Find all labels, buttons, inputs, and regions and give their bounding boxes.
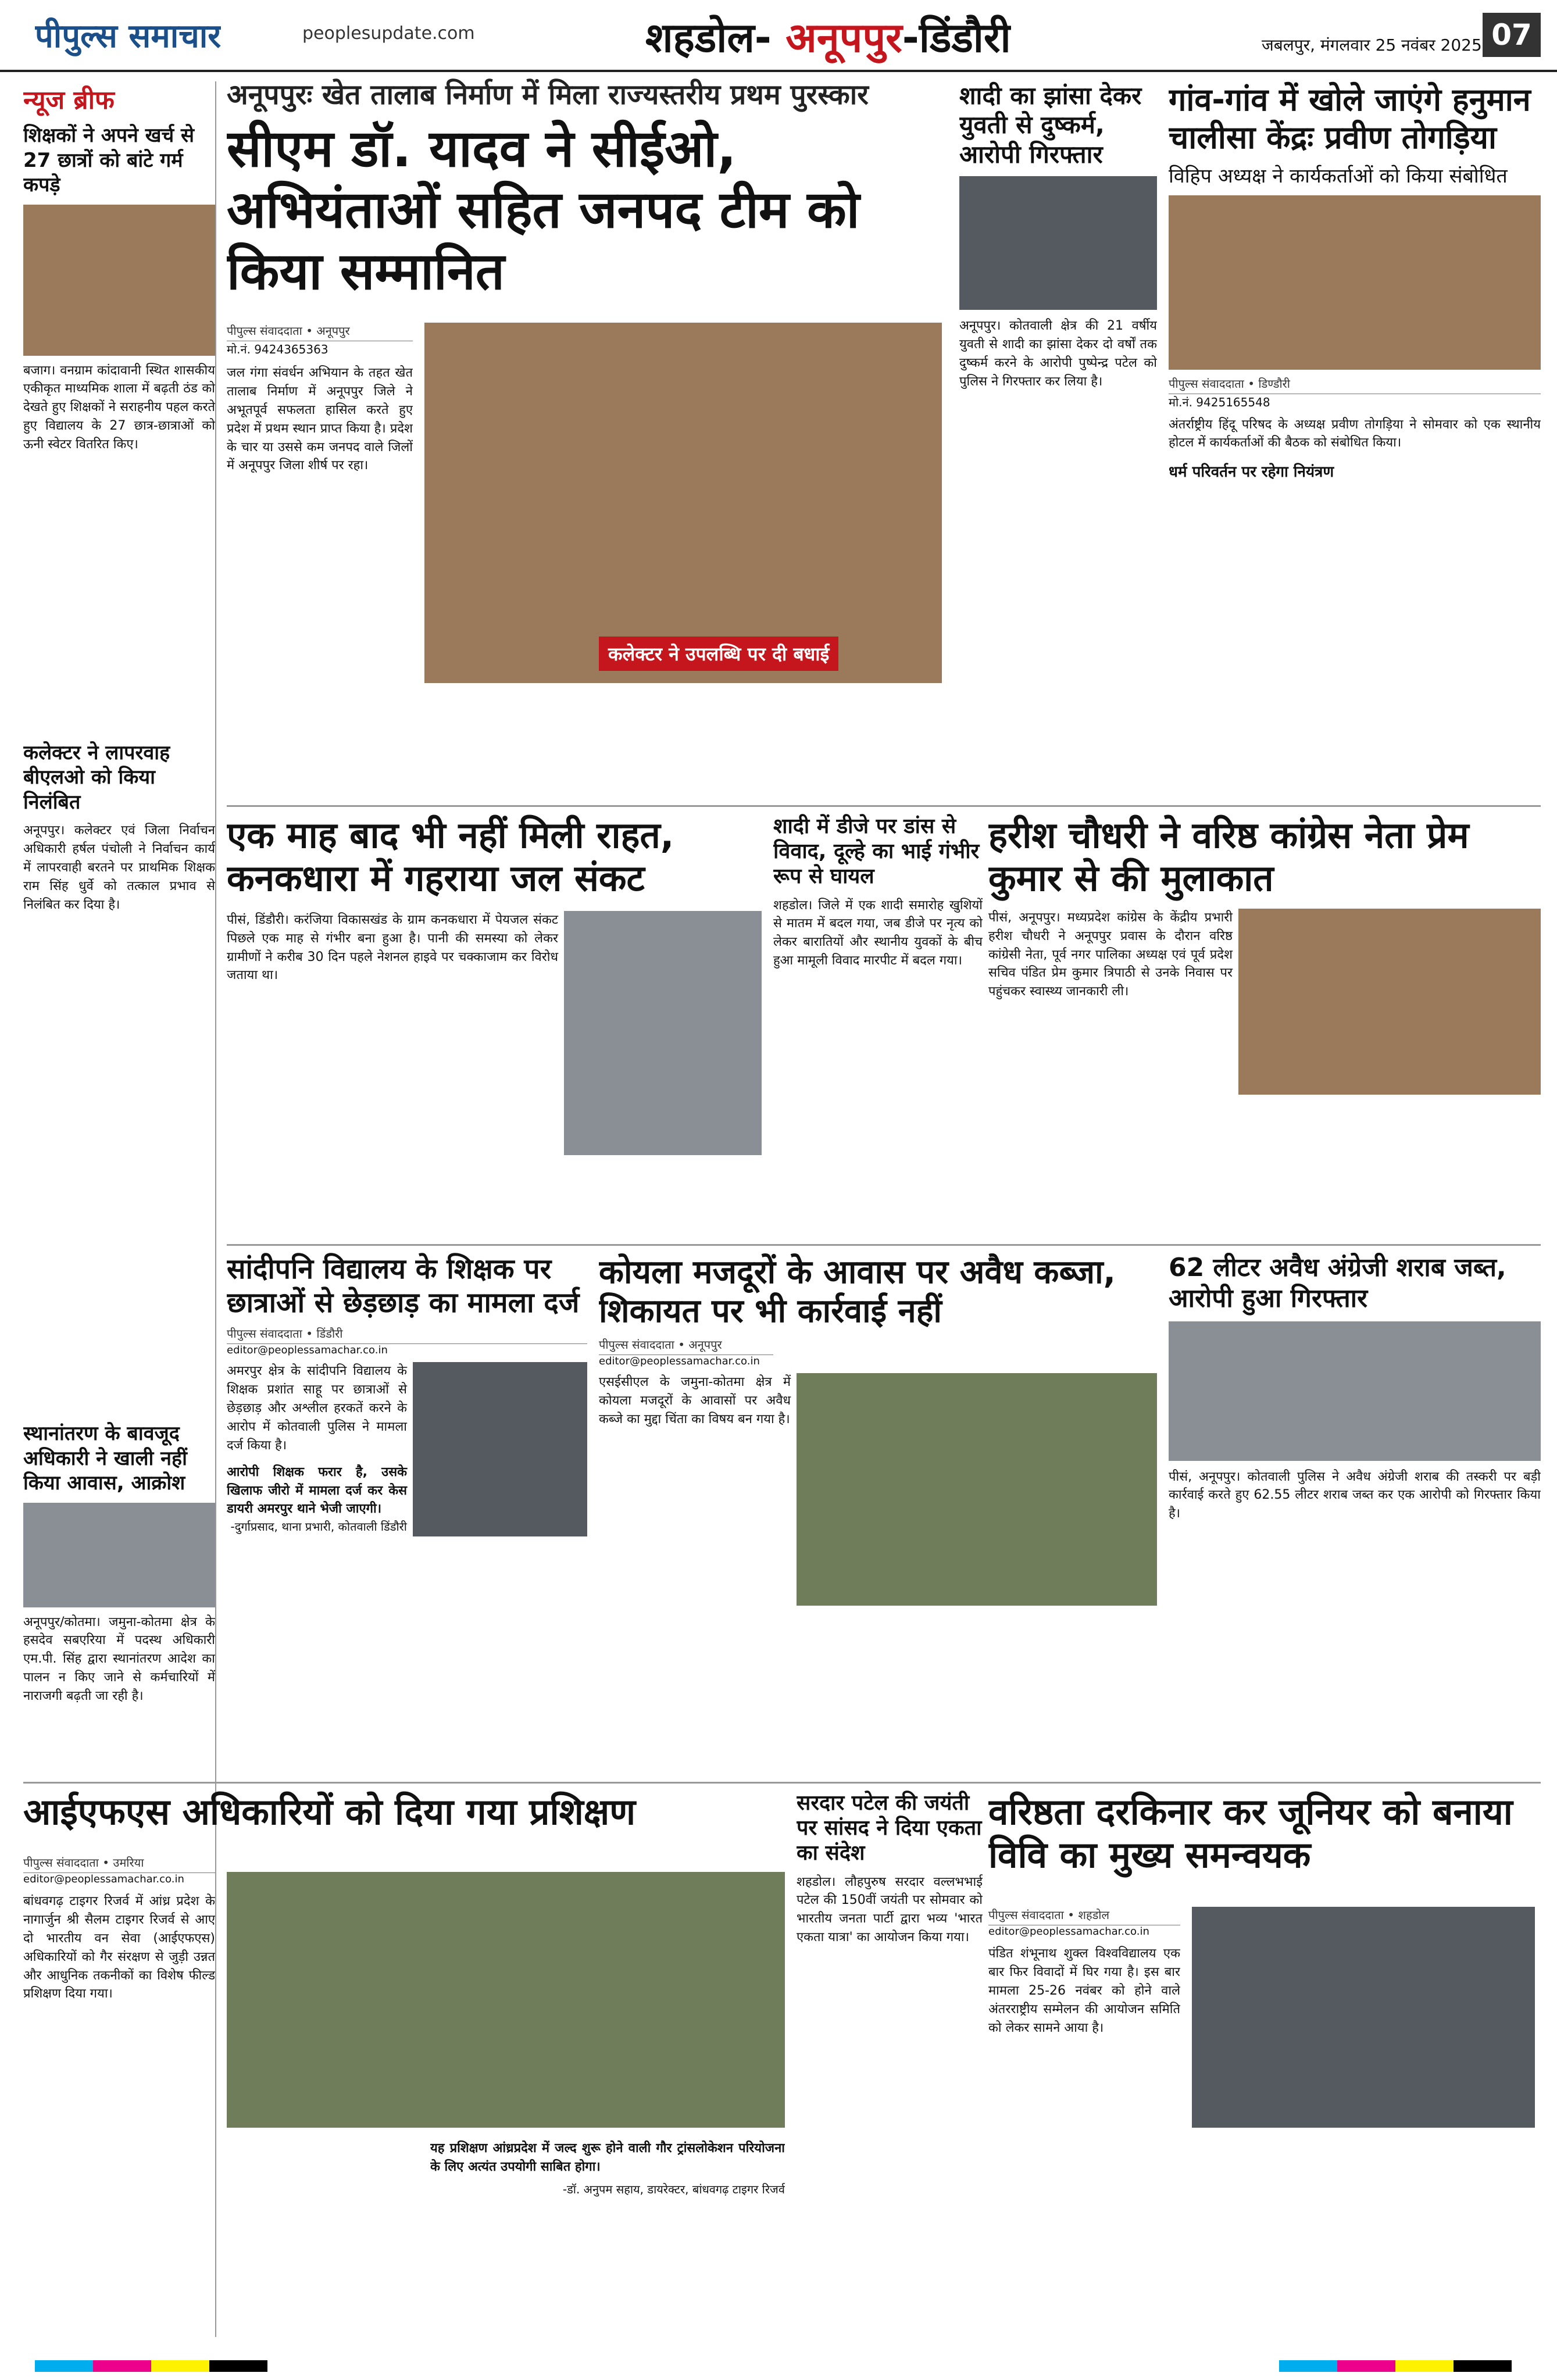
brief-text-3: अनूपपुर/कोतमा। जमुना-कोतमा क्षेत्र के हसदेव सबएरिया में पदस्थ अधिकारी एम.पी. सिंह द्वारा स्थानांतरण आदेश का पालन न किए जाने से कर्मचारियों में नाराजगी बढ़ती जा रही है। [23,1614,215,1704]
masthead [0,0,1557,72]
region-part2: अनूपपुर [785,14,902,62]
news-brief-label: न्यूज ब्रीफ [23,85,115,115]
coal-byline: पीपुल्स संवाददाता • अनूपपुर [599,1336,773,1355]
univ-byline: पीपुल्स संवाददाता • शहडोल [988,1907,1180,1925]
meeting-photo [1169,195,1541,370]
ifs-text: बांधवगढ़ टाइगर रिजर्व में आंध्र प्रदेश के नागार्जुन श्री सैलम टाइगर रिजर्व से आए दो भारतीय वन सेवा (आईएफएस) अधिकारियों को गैर संरक्षण से जुड़ी उन्नत और आधुनिक तकनीकों का विशेष फील्ड प्रशिक्षण दिया गया। [23,1894,215,2002]
color-registration-strip [35,2360,267,2372]
building-photo [23,1503,215,1607]
liquor-text: पीसं, अनूपपुर। कोतवाली पुलिस ने अवैध अंग्रेजी शराब की तस्करी पर बड़ी कार्रवाई करते हुए 62.55 लीटर शराब जब्त कर एक आरोपी को गिरफ्तार किया है। [1169,1469,1541,1521]
story-liquor [1169,1253,1541,1776]
hanuman-phone: मो.नं. 9425165548 [1169,395,1270,409]
congress-meeting-photo [1238,909,1541,1095]
school-quote-by: -दुर्गाप्रसाद, थाना प्रभारी, कोतवाली डिंडौरी [230,1520,407,1534]
dj-headline: शादी में डीजे पर डांस से विवाद, दूल्हे का भाई गंभीर रूप से घायल [773,814,980,889]
rape-headline: शादी का झांसा देकर युवती से दुष्कर्म, आरोपी गिरफ्तार [959,81,1142,169]
school-quote: आरोपी शिक्षक फरार है, उसके खिलाफ जीरो में मामला दर्ज कर केस डायरी अमरपुर थाने भेजी जाएगी। [227,1464,407,1517]
lead-banner: कलेक्टर ने उपलब्धि पर दी बधाई [599,637,838,671]
story-school [227,1253,587,1776]
ifs-quote-by: -डॉ. अनुपम सहाय, डायरेक्टर, बांधवगढ़ टाइगर रिजर्व [562,2182,785,2196]
story-rape [959,81,1157,802]
lead-phone: मो.नं. 9424365363 [227,342,328,356]
lead-byline: पीपुल्स संवाददाता • अनूपपुर [227,323,413,341]
page-number: 07 [1483,13,1541,57]
award-ceremony-photo [424,323,942,683]
liquor-headline: 62 लीटर अवैध अंग्रेजी शराब जब्त, आरोपी हुआ गिरफ्तार [1169,1253,1506,1313]
water-headline: एक माह बाद भी नहीं मिली राहत, कनकधारा में गहराया जल संकट [227,814,674,900]
school-photo [413,1362,587,1536]
story-ifs [23,1791,791,2325]
story-water [227,814,762,1256]
congress-headline: हरीश चौधरी ने वरिष्ठ कांग्रेस नेता प्रेम कुमार से की मुलाकात [988,814,1469,900]
lead-text: जल गंगा संवर्धन अभियान के तहत खेत तालाब निर्माण में अनूपपुर जिले ने अभूतपूर्व सफलता हासिल करते हुए प्रदेश में प्रथम स्थान प्राप्त किया है। प्रदेश के चार या उससे कम जनपद वाले जिलों में अनूपपुर जिला शीर्ष पर रहा। [227,366,413,473]
school-text: अमरपुर क्षेत्र के सांदीपनि विद्यालय के शिक्षक प्रशांत साहू पर छात्राओं से छेड़छाड़ और अश्लील हरकतें करने के आरोप में कोतवाली पुलिस ने मामला दर्ज किया है। [227,1364,407,1453]
lead-kicker: अनूपपुरः खेत तालाब निर्माण में मिला राज्यस्तरीय प्रथम पुरस्कार [227,78,869,111]
dateline: जबलपुर, मंगलवार 25 नवंबर 2025 [1262,35,1482,55]
story-hanuman [1169,81,1541,802]
hanuman-headline: गांव-गांव में खोले जाएंगे हनुमान चालीसा केंद्रः प्रवीण तोगड़िया [1169,81,1531,156]
water-tank-photo [564,911,762,1155]
school-email[interactable]: editor@peoplessamachar.co.in [227,1344,388,1357]
hanuman-subhead: विहिप अध्यक्ष ने कार्यकर्ताओं को किया संबोधित [1169,164,1508,188]
lead-story [227,78,948,799]
brief-title-3: स्थानांतरण के बावजूद अधिकारी ने खाली नहीं किया आवास, आक्रोश [23,1422,187,1495]
brief-title-2: कलेक्टर ने लापरवाह बीएलओ को किया निलंबित [23,741,170,814]
story-coal [599,1253,1157,1776]
color-registration-strip-right [1279,2360,1512,2372]
region-title [645,8,1011,64]
hanuman-byline: पीपुल्स संवाददाता • डिण्डौरी [1169,376,1541,394]
lead-headline: सीएम डॉ. यादव ने सीईओ, अभियंताओं सहित जनपद टीम को किया सम्मानित [227,118,860,301]
school-byline: पीपुल्स संवाददाता • डिंडौरी [227,1325,587,1344]
hanuman-subtitle: धर्म परिवर्तन पर रहेगा नियंत्रण [1169,463,1334,481]
brief-text-1: बजाग। वनग्राम कांदावानी स्थित शासकीय एकीकृत माध्यमिक शाला में बढ़ती ठंड को देखते हुए शिक्षकों ने सराहनीय पहल करते हुए विद्यालय के 27 छात्र-छात्राओं को ऊनी स्वेटर वितरित किए। [23,363,215,452]
water-text: पीसं, डिंडौरी। करंजिया विकासखंड के ग्राम कनकधारा में पेयजल संकट पिछले एक माह से गंभीर बना हुआ है। पानी की समस्या को लेकर ग्रामीणों ने करीब 30 दिन पहले नेशनल हाइवे पर चक्काजाम कर विरोध जताया था। [227,912,558,983]
brief-text-2: अनूपपुर। कलेक्टर एवं जिला निर्वाचन अधिकारी हर्षल पंचोली ने निर्वाचन कार्य में लापरवाही बरतने पर प्राथमिक शिक्षक राम सिंह धुर्वे को तत्काल प्रभाव से निलंबित कर दिया है। [23,823,215,912]
students-photo [23,205,215,356]
region-part1: शहडोल- [645,14,786,62]
website-link[interactable]: peoplesupdate.com [302,23,475,44]
ifs-headline: आईएफएस अधिकारियों को दिया गया प्रशिक्षण [23,1791,636,1833]
patel-headline: सरदार पटेल की जयंती पर सांसद ने दिया एकता का संदेश [797,1791,982,1866]
brief-title-1: शिक्षकों ने अपने खर्च से 27 छात्रों को बांटे गर्म कपड़े [23,124,194,196]
story-congress [988,814,1541,1256]
univ-text: पंडित शंभूनाथ शुक्ल विश्वविद्यालय एक बार फिर विवादों में घिर गया है। इस बार मामला 25-26 नवंबर को होने वाले अंतरराष्ट्रीय सम्मेलन की आयोजन समिति को लेकर सामने आया है। [988,1946,1180,2035]
hanuman-text: अंतर्राष्ट्रीय हिंदू परिषद के अध्यक्ष प्रवीण तोगड़िया ने सोमवार को एक स्थानीय होटल में कार्यकर्ताओं की बैठक को संबोधित किया। [1169,417,1541,451]
ifs-quote: यह प्रशिक्षण आंध्रप्रदेश में जल्द शुरू होने वाली गौर ट्रांसलोकेशन परियोजना के लिए अत्यंत उपयोगी साबित होगा। [430,2141,785,2174]
congress-text: पीसं, अनूपपुर। मध्यप्रदेश कांग्रेस के केंद्रीय प्रभारी हरीश चौधरी ने अनूपपुर प्रवास के दौरान वरिष्ठ कांग्रेसी नेता, पूर्व नगर पालिका अध्यक्ष एवं पूर्व प्रदेश सचिव पंडित प्रेम कुमार त्रिपाठी से उनके निवास पर पहुंचकर स्वास्थ्य जानकारी ली। [988,910,1233,999]
story-university [988,1791,1541,2325]
story-dj [773,814,983,1256]
liquor-seizure-photo [1169,1321,1541,1461]
rape-text: अनूपपुर। कोतवाली क्षेत्र की 21 वर्षीय युवती से शादी का झांसा देकर दो वर्षों तक दुष्कर्म करने के आरोपी पुष्पेन्द्र पटेल को पुलिस ने गिरफ्तार कर लिया है। [959,319,1157,389]
patel-text: शहडोल। लौहपुरुष सरदार वल्लभभाई पटेल की 150वीं जयंती पर सोमवार को भारतीय जनता पार्टी द्वारा भव्य 'भारत एकता यात्रा' का आयोजन किया गया। [797,1874,983,1945]
coal-email[interactable]: editor@peoplessamachar.co.in [599,1355,760,1368]
coal-headline: कोयला मजदूरों के आवास पर अवैध कब्जा, शिकायत पर भी कार्रवाई नहीं [599,1253,1116,1331]
region-part3: -डिंडौरी [902,14,1011,62]
coal-colony-photo [797,1373,1157,1606]
univ-headline: वरिष्ठता दरकिनार कर जूनियर को बनाया विवि का मुख्य समन्वयक [988,1791,1513,1877]
univ-photo [1192,1907,1535,2128]
ifs-email[interactable]: editor@peoplessamachar.co.in [23,1873,184,1885]
story-patel [797,1791,983,2325]
ifs-training-photo [227,1872,785,2128]
coal-text: एसईसीएल के जमुना-कोतमा क्षेत्र में कोयला मजदूरों के आवासों पर अवैध कब्जे का मुद्दा चिंता का विषय बन गया है। [599,1375,791,1427]
newspaper-logo: पीपुल्स समाचार [35,17,222,55]
ifs-byline: पीपुल्स संवाददाता • उमरिया [23,1854,215,1873]
dj-text: शहडोल। जिले में एक शादी समारोह खुशियों से मातम में बदल गया, जब डीजे पर नृत्य को लेकर बारातियों और स्थानीय युवकों के बीच हुआ मामूली विवाद मारपीट में बदल गया। [773,898,983,969]
school-headline: सांदीपनि विद्यालय के शिक्षक पर छात्राओं से छेड़छाड़ का मामला दर्ज [227,1253,580,1319]
univ-email[interactable]: editor@peoplessamachar.co.in [988,1925,1149,1938]
arrest-photo [959,176,1157,310]
